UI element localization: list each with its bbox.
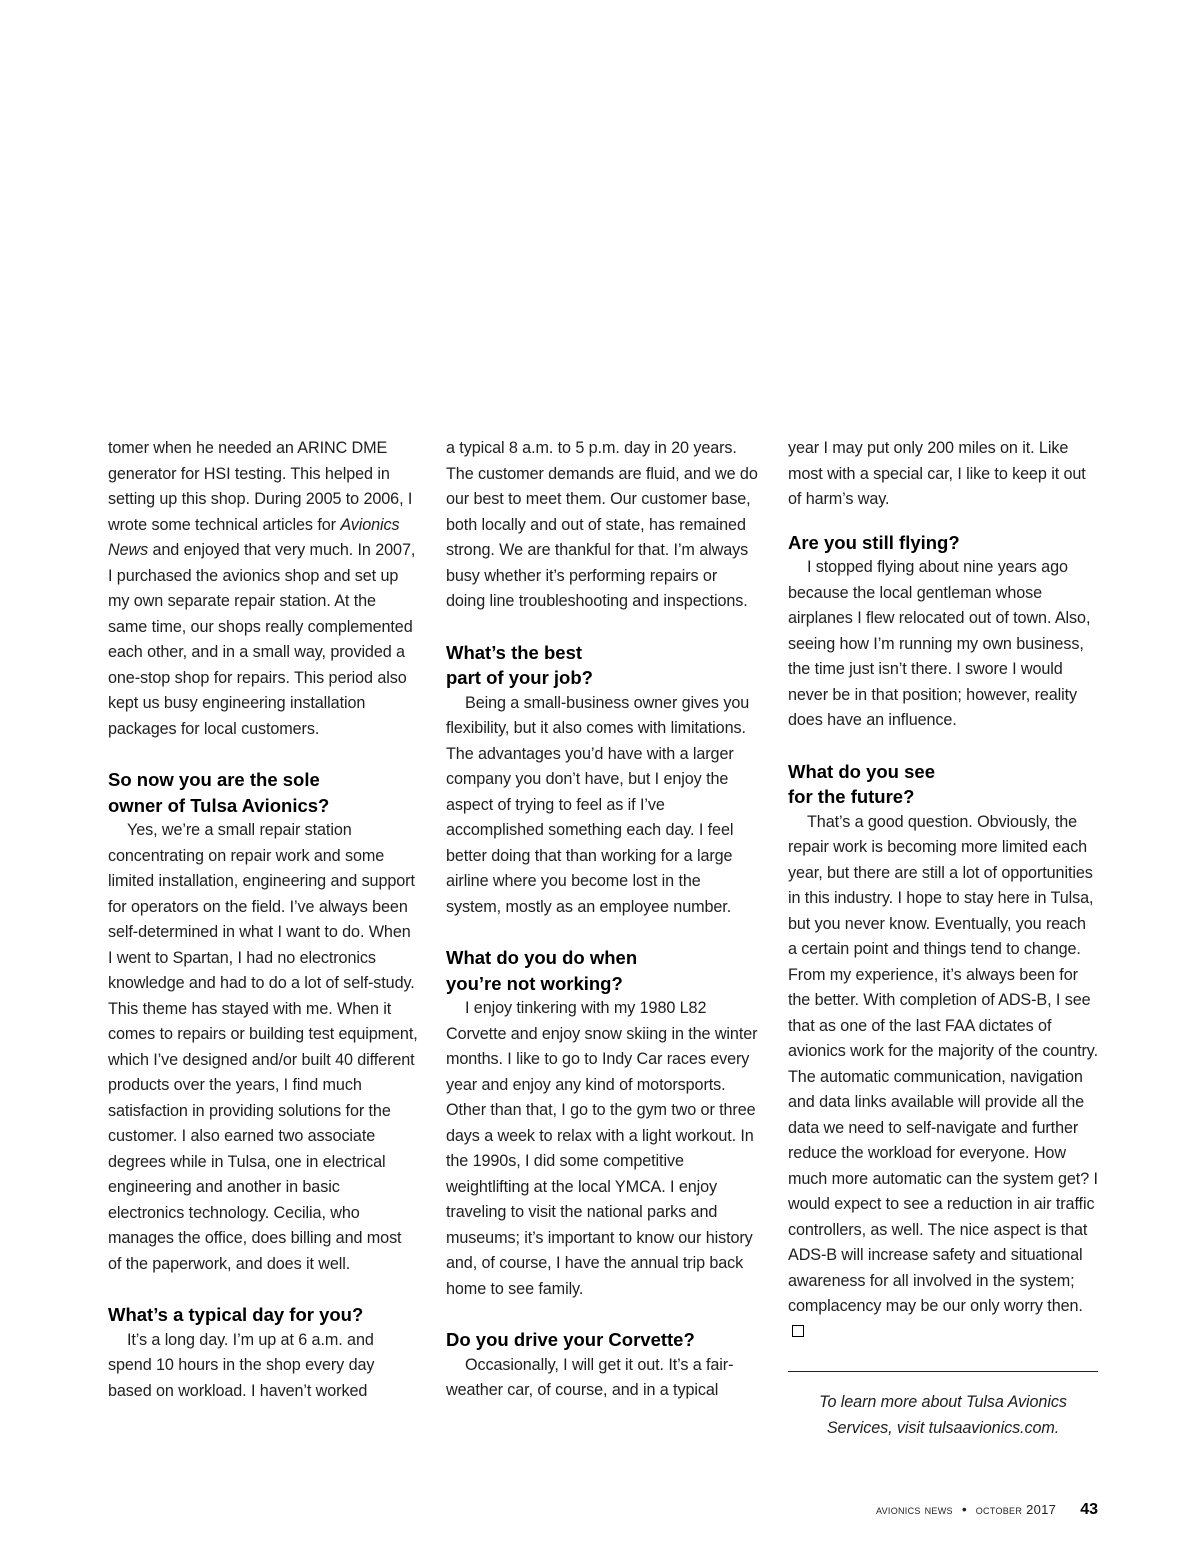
text-column-2 — [446, 436, 758, 1404]
page-number: 43 — [1080, 1501, 1098, 1518]
question-heading: What’s a typical day for you? — [108, 1304, 364, 1325]
answer-paragraph: I stopped flying about nine years ago because the local gentleman whose airplanes I flew relocated out of town. Also, seeing how I’m running my own business, the time just isn’t there. I swore I would never be in that position; however, reality does have an influence. — [788, 558, 1091, 729]
answer-paragraph: Yes, we’re a small repair station concentrating on repair work and some limited installation, engineering and support for operators on the field. I’ve always been self-determined in what I want to do. When I went to Spartan, I had no electronics knowledge and had to do a lot of self-study. This theme has stayed with me. When it comes to repairs or building test equipment, which I’ve designed and/or built 40 different products over the years, I find much satisfaction in providing solutions for the customer. I also earned two associate degrees while in Tulsa, one in electrical engineering and another in basic electronics technology. Cecilia, who manages the office, does billing and most of the paperwork, and does it well. — [108, 821, 418, 1273]
text-run: tomer when he needed an ARINC DME generator for HSI testing. This helped in setting up this shop. During 2005 to 2006, I wrote some technical articles for — [108, 439, 413, 534]
text-run: and enjoyed that very much. In 2007, I purchased the avionics shop and set up my own separate repair station. At the same time, our shops really complemented each other, and in a small way, provided a one-stop shop for repairs. This period also kept us busy engineering installation packages for local customers. — [108, 541, 416, 738]
bullet-separator: • — [961, 1501, 967, 1517]
page-footer — [876, 1501, 1098, 1525]
question-heading: What’s the best part of your job? — [446, 641, 593, 688]
question-heading: Are you still flying? — [788, 531, 960, 553]
question-heading: What do you see for the future? — [788, 760, 935, 807]
answer-paragraph: That’s a good question. Obviously, the repair work is becoming more limited each year, but there are still a lot of opportunities in this industry. I hope to stay here in Tulsa, but you never know. Eventually, you reach a certain point and things tend to change. From my experience, it’s always been for the better. With completion of ADS-B, I see that as one of the last FAA dictates of avionics work for the majority of the country. The automatic communication, navigation and data links available will provide all the data we need to self-navigate and further reduce the workload for everyone. How much more automatic can the system get? I would expect to see a reduction in air traffic controllers, as well. The nice aspect is that ADS-B will increase safety and situational awareness for all involved in the system; complacency may be our only worry then. — [788, 810, 1098, 1346]
learn-more-note: To learn more about Tulsa Avionics Services, visit tulsaavionics.com. — [819, 1393, 1067, 1437]
answer-paragraph: It’s a long day. I’m up at 6 a.m. and spend 10 hours in the shop every day based on workload. I haven’t worked — [108, 1330, 375, 1400]
question-heading: Do you drive your Corvette? — [446, 1329, 695, 1350]
answer-paragraph: Occasionally, I will get it out. It’s a fair-weather car, of course, and in a typical — [446, 1355, 734, 1399]
text-column-3 — [788, 436, 1098, 1441]
paragraph: year I may put only 200 miles on it. Like most with a special car, I like to keep it out of harm’s way. — [788, 439, 1086, 508]
magazine-name: avionics news — [875, 1502, 953, 1517]
question-heading: What do you do when you’re not working? — [446, 947, 638, 994]
answer-paragraph: Being a small-business owner gives you flexibility, but it also comes with limitations. The advantages you’d have with a larger company you don’t have, but I enjoy the aspect of trying to feel as if I’ve accomplished something each day. I feel better doing that than working for a large airline where you become lost in the system, mostly as an employee number. — [446, 693, 750, 916]
end-mark-icon — [792, 1325, 804, 1337]
issue-date: october 2017 — [975, 1502, 1057, 1517]
divider — [788, 1371, 1098, 1372]
paragraph — [108, 436, 418, 742]
answer-paragraph: I enjoy tinkering with my 1980 L82 Corvette and enjoy snow skiing in the winter months. I like to go to Indy Car races every year and enjoy any kind of motorsports. Other than that, I go to the gym two or three days a week to relax with a light workout. In the 1990s, I did some competitive weightlifting at the local YMCA. I enjoy traveling to visit the national parks and museums; it’s important to know our history and, of course, I have the annual trip back home to see family. — [446, 999, 758, 1298]
question-heading: So now you are the sole owner of Tulsa Avionics? — [108, 769, 330, 816]
publication-title: Avionics News — [108, 515, 400, 559]
paragraph: a typical 8 a.m. to 5 p.m. day in 20 years. The customer demands are fluid, and we do our best to meet them. Our customer base, both locally and out of state, has remained strong. We are thankful for that. I’m always busy whether it’s performing repairs or doing line troubleshooting and inspections. — [446, 439, 758, 610]
text-column-1 — [108, 436, 418, 1404]
